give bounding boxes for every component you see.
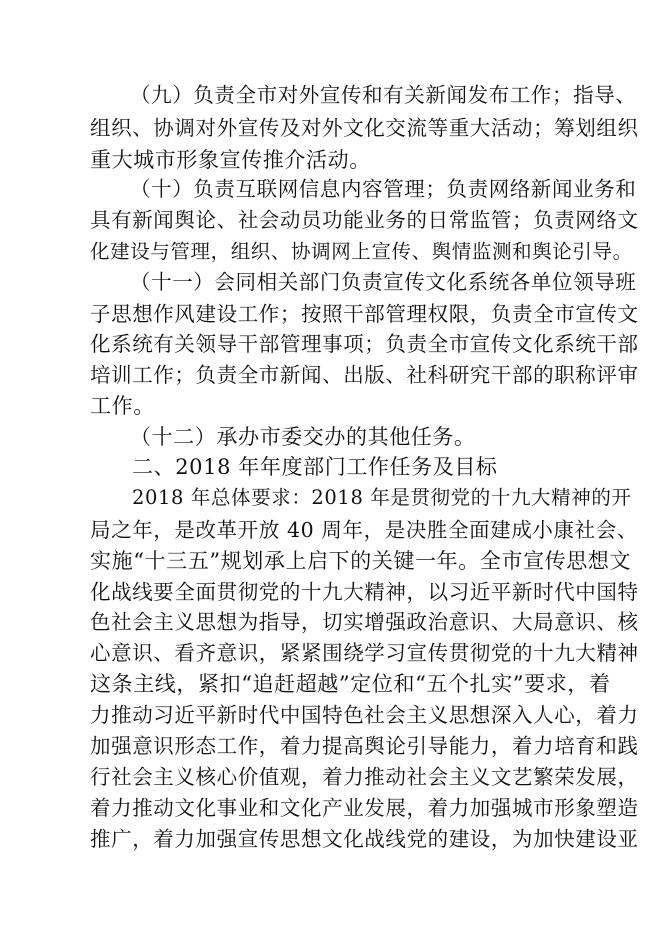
text-line: 实施“十三五”规划承上启下的关键一年。全市宣传思想文 xyxy=(90,549,632,573)
text-line: 这条主线，紧扣“追赶超越”定位和“五个扎实”要求，着 xyxy=(90,672,611,696)
text-line: 局之年，是改革开放 40 周年，是决胜全面建成小康社会、 xyxy=(90,518,638,542)
text-line: 行社会主义核心价值观，着力推动社会主义文艺繁荣发展， xyxy=(90,765,639,789)
text-line: 色社会主义思想为指导，切实增强政治意识、大局意识、核 xyxy=(90,610,639,634)
text-line: 力推动习近平新时代中国特色社会主义思想深入人心，着力 xyxy=(90,703,639,727)
text-line: （九）负责全市对外宣传和有关新闻发布工作；指导、 xyxy=(130,83,637,107)
section-title: 二、2018 年年度部门工作任务及目标 xyxy=(132,455,498,479)
text-line: （十）负责互联网信息内容管理；负责网络新闻业务和 xyxy=(130,177,637,201)
text-line: （十二）承办市委交办的其他任务。 xyxy=(130,425,476,449)
text-line: 化战线要全面贯彻党的十九大精神，以习近平新时代中国特 xyxy=(90,580,639,604)
text-line: 子思想作风建设工作；按照干部管理权限，负责全市宣传文 xyxy=(90,302,639,326)
text-line: （十一）会同相关部门负责宣传文化系统各单位领导班 xyxy=(130,270,637,294)
text-line: 化系统有关领导干部管理事项；负责全市宣传文化系统干部 xyxy=(90,332,639,356)
text-line: 2018 年总体要求：2018 年是贯彻党的十九大精神的开 xyxy=(132,486,632,509)
text-line: 化建设与管理，组织、协调网上宣传、舆情监测和舆论引导。 xyxy=(90,240,633,263)
text-line: 加强意识形态工作，着力提高舆论引导能力，着力培育和践 xyxy=(90,734,639,758)
text-line: 组织、协调对外宣传及对外文化交流等重大活动；筹划组织 xyxy=(90,116,639,140)
text-line: 培训工作；负责全市新闻、出版、社科研究干部的职称评审 xyxy=(90,363,639,387)
text-line: 工作。 xyxy=(90,394,155,418)
text-line: 推广，着力加强宣传思想文化战线党的建设，为加快建设亚 xyxy=(90,827,639,851)
text-line: 着力推动文化事业和文化产业发展，着力加强城市形象塑造 xyxy=(90,796,639,820)
text-line: 重大城市形象宣传推介活动。 xyxy=(90,148,371,172)
text-line: 具有新闻舆论、社会动员功能业务的日常监管；负责网络文 xyxy=(90,208,639,232)
text-line: 心意识、看齐意识，紧紧围绕学习宣传贯彻党的十九大精神 xyxy=(90,641,639,665)
